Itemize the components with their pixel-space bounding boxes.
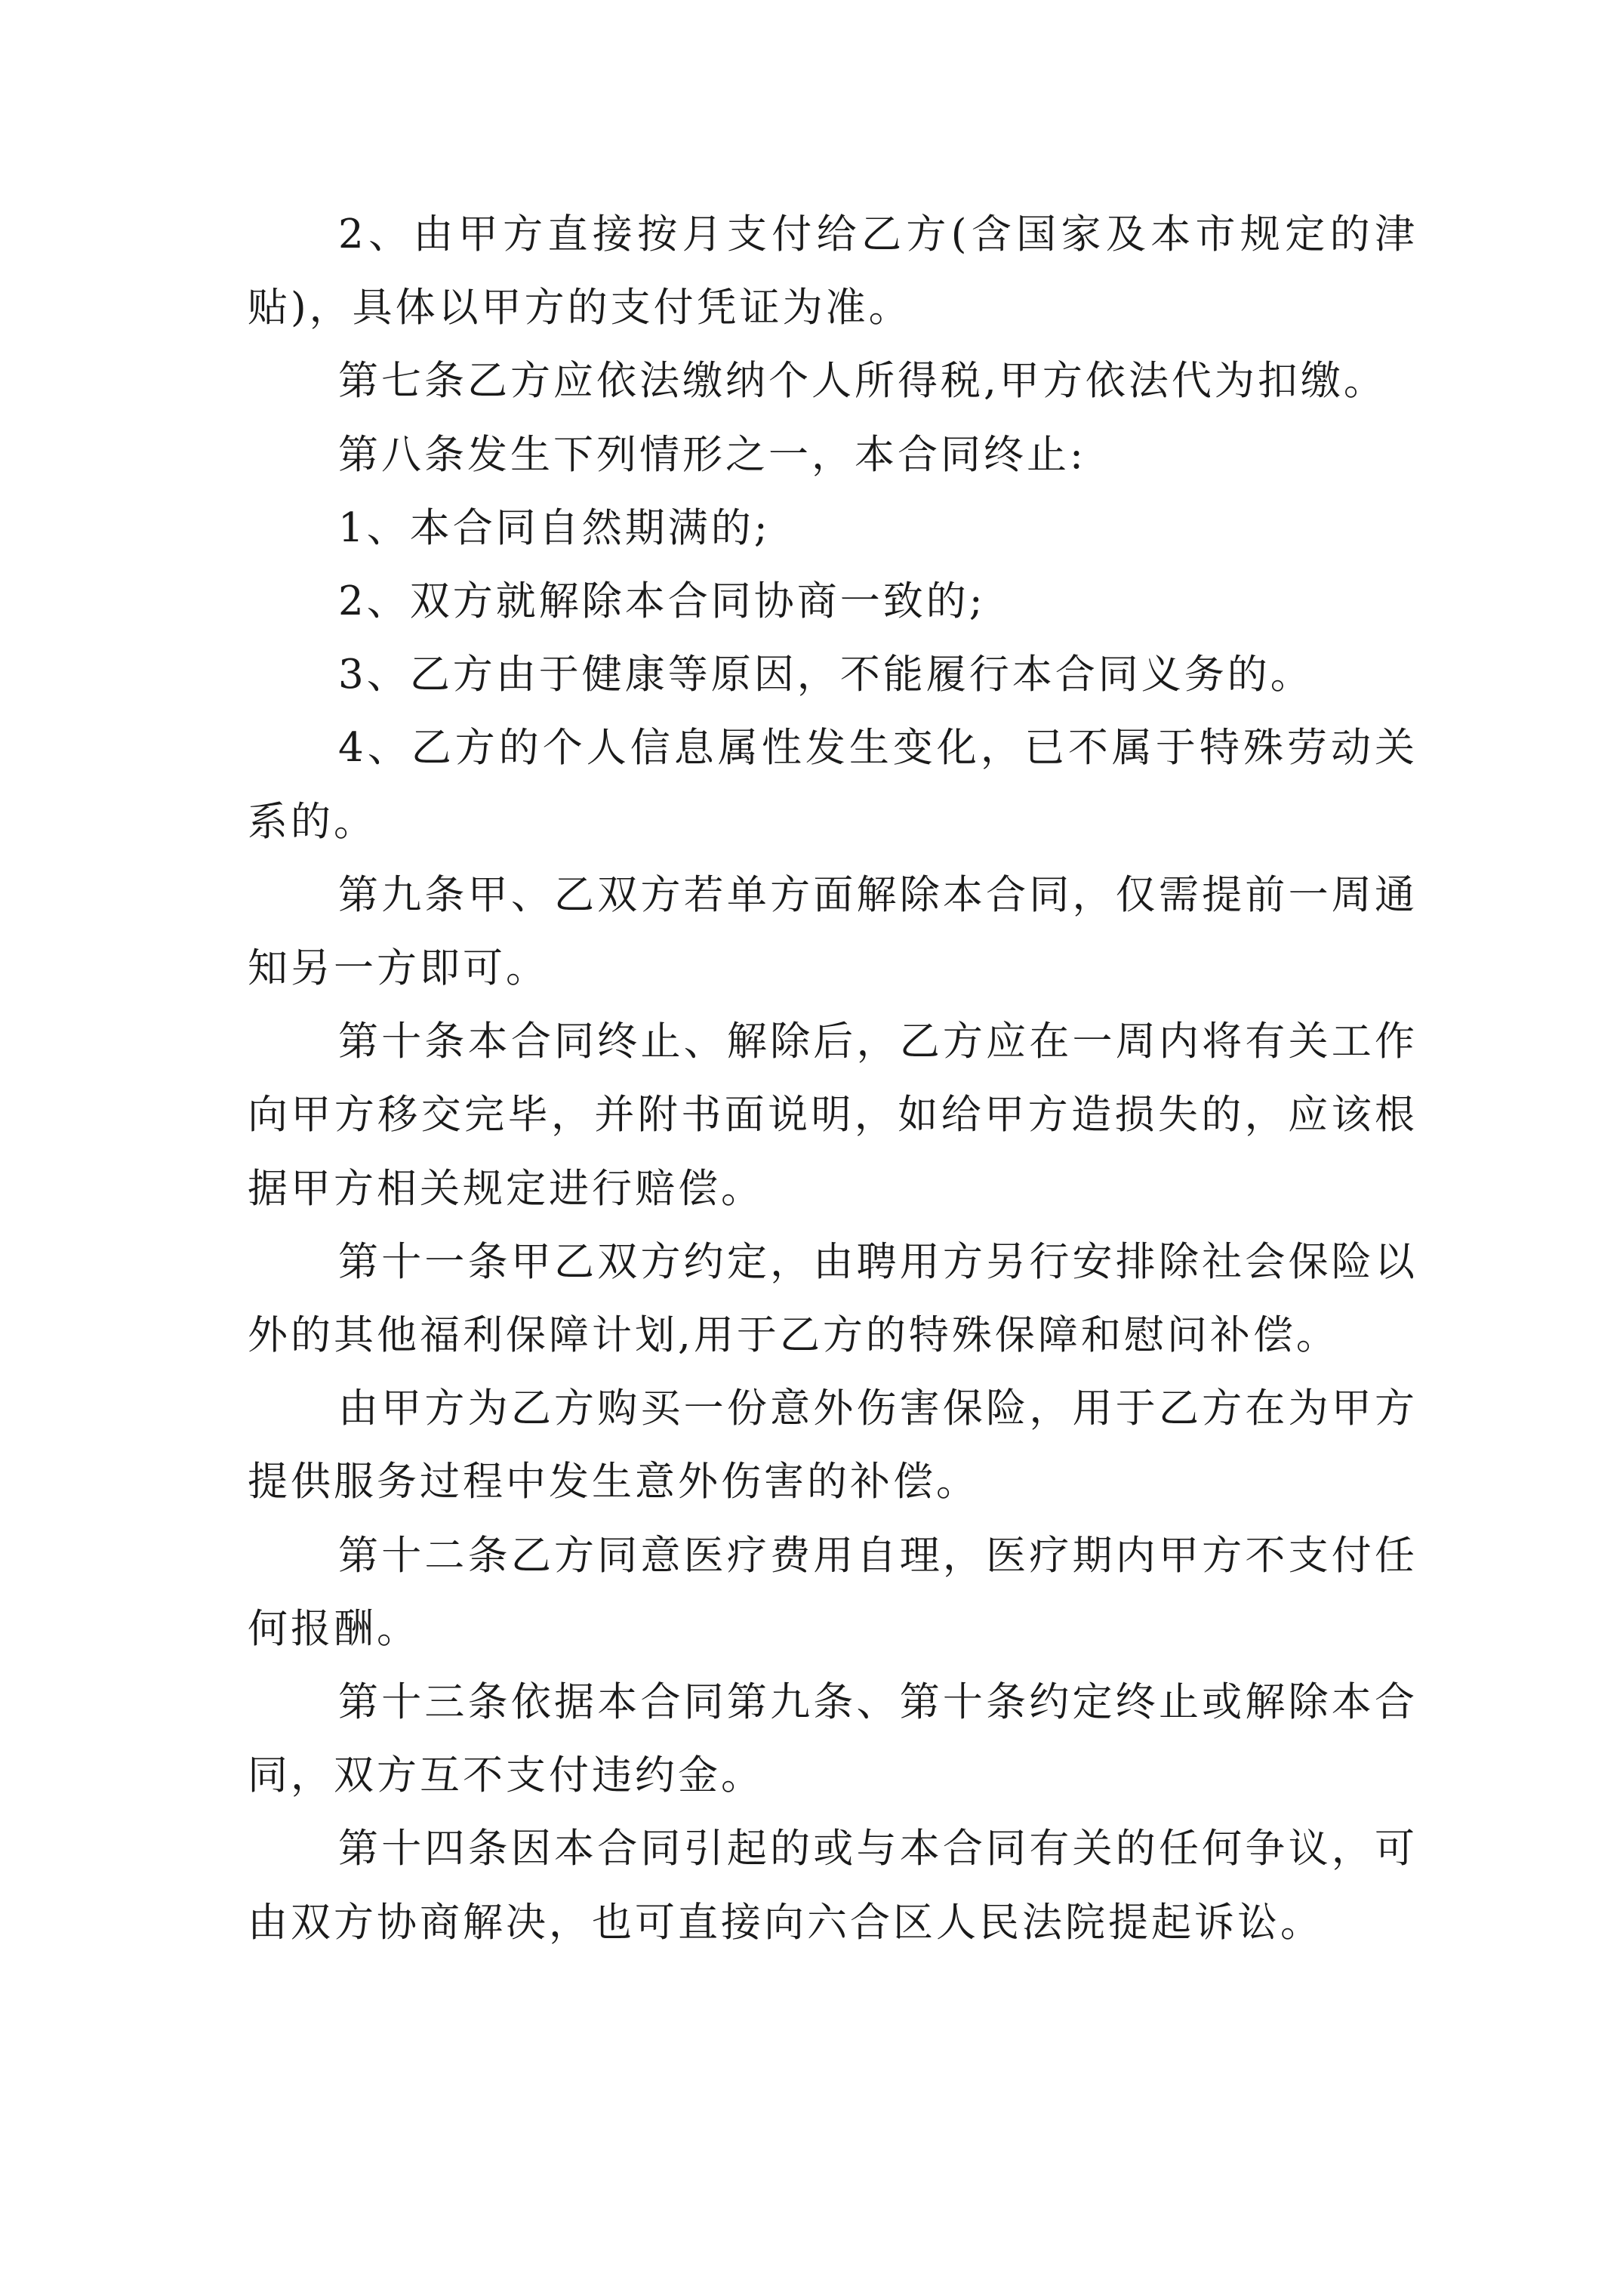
paragraph-article-12: 第十二条乙方同意医疗费用自理，医疗期内甲方不支付任何报酬。 [248,1532,1418,1652]
paragraph-article-9: 第九条甲、乙双方若单方面解除本合同，仅需提前一周通知另一方即可。 [248,871,1418,992]
paragraph-article-13: 第十三条依据本合同第九条、第十条约定终止或解除本合同，双方互不支付违约金。 [248,1679,1418,1799]
paragraph-article-10: 第十条本合同终止、解除后，乙方应在一周内将有关工作向甲方移交完毕，并附书面说明，如给甲方造损失的，应该根据甲方相关规定进行赔偿。 [248,1019,1418,1212]
paragraph-termination-2: 2、双方就解除本合同协商一致的; [338,578,986,625]
paragraph-article-7: 第七条乙方应依法缴纳个人所得税,甲方依法代为扣缴。 [338,358,1387,405]
paragraph-article-14: 第十四条因本合同引起的或与本合同有关的任何争议，可由双方协商解决，也可直接向六合区人民法院提起诉讼。 [248,1826,1418,1946]
paragraph-termination-3: 3、乙方由于健康等原因，不能履行本合同义务的。 [338,652,1313,698]
paragraph-termination-1: 1、本合同自然期满的; [338,504,771,551]
paragraph-salary-payment: 2、由甲方直接按月支付给乙方(含国家及本市规定的津贴)，具体以甲方的支付凭证为准。 [248,211,1418,331]
paragraph-article-11: 第十一条甲乙双方约定，由聘用方另行安排除社会保险以外的其他福利保障计划,用于乙方的特殊保障和慰问补偿。 [248,1238,1418,1359]
paragraph-termination-4: 4、乙方的个人信息属性发生变化，已不属于特殊劳动关系的。 [248,725,1418,845]
paragraph-accident-insurance: 由甲方为乙方购买一份意外伤害保险，用于乙方在为甲方提供服务过程中发生意外伤害的补偿。 [248,1385,1418,1505]
paragraph-article-8: 第八条发生下列情形之一，本合同终止: [338,431,1086,478]
contract-body [248,198,1418,1959]
